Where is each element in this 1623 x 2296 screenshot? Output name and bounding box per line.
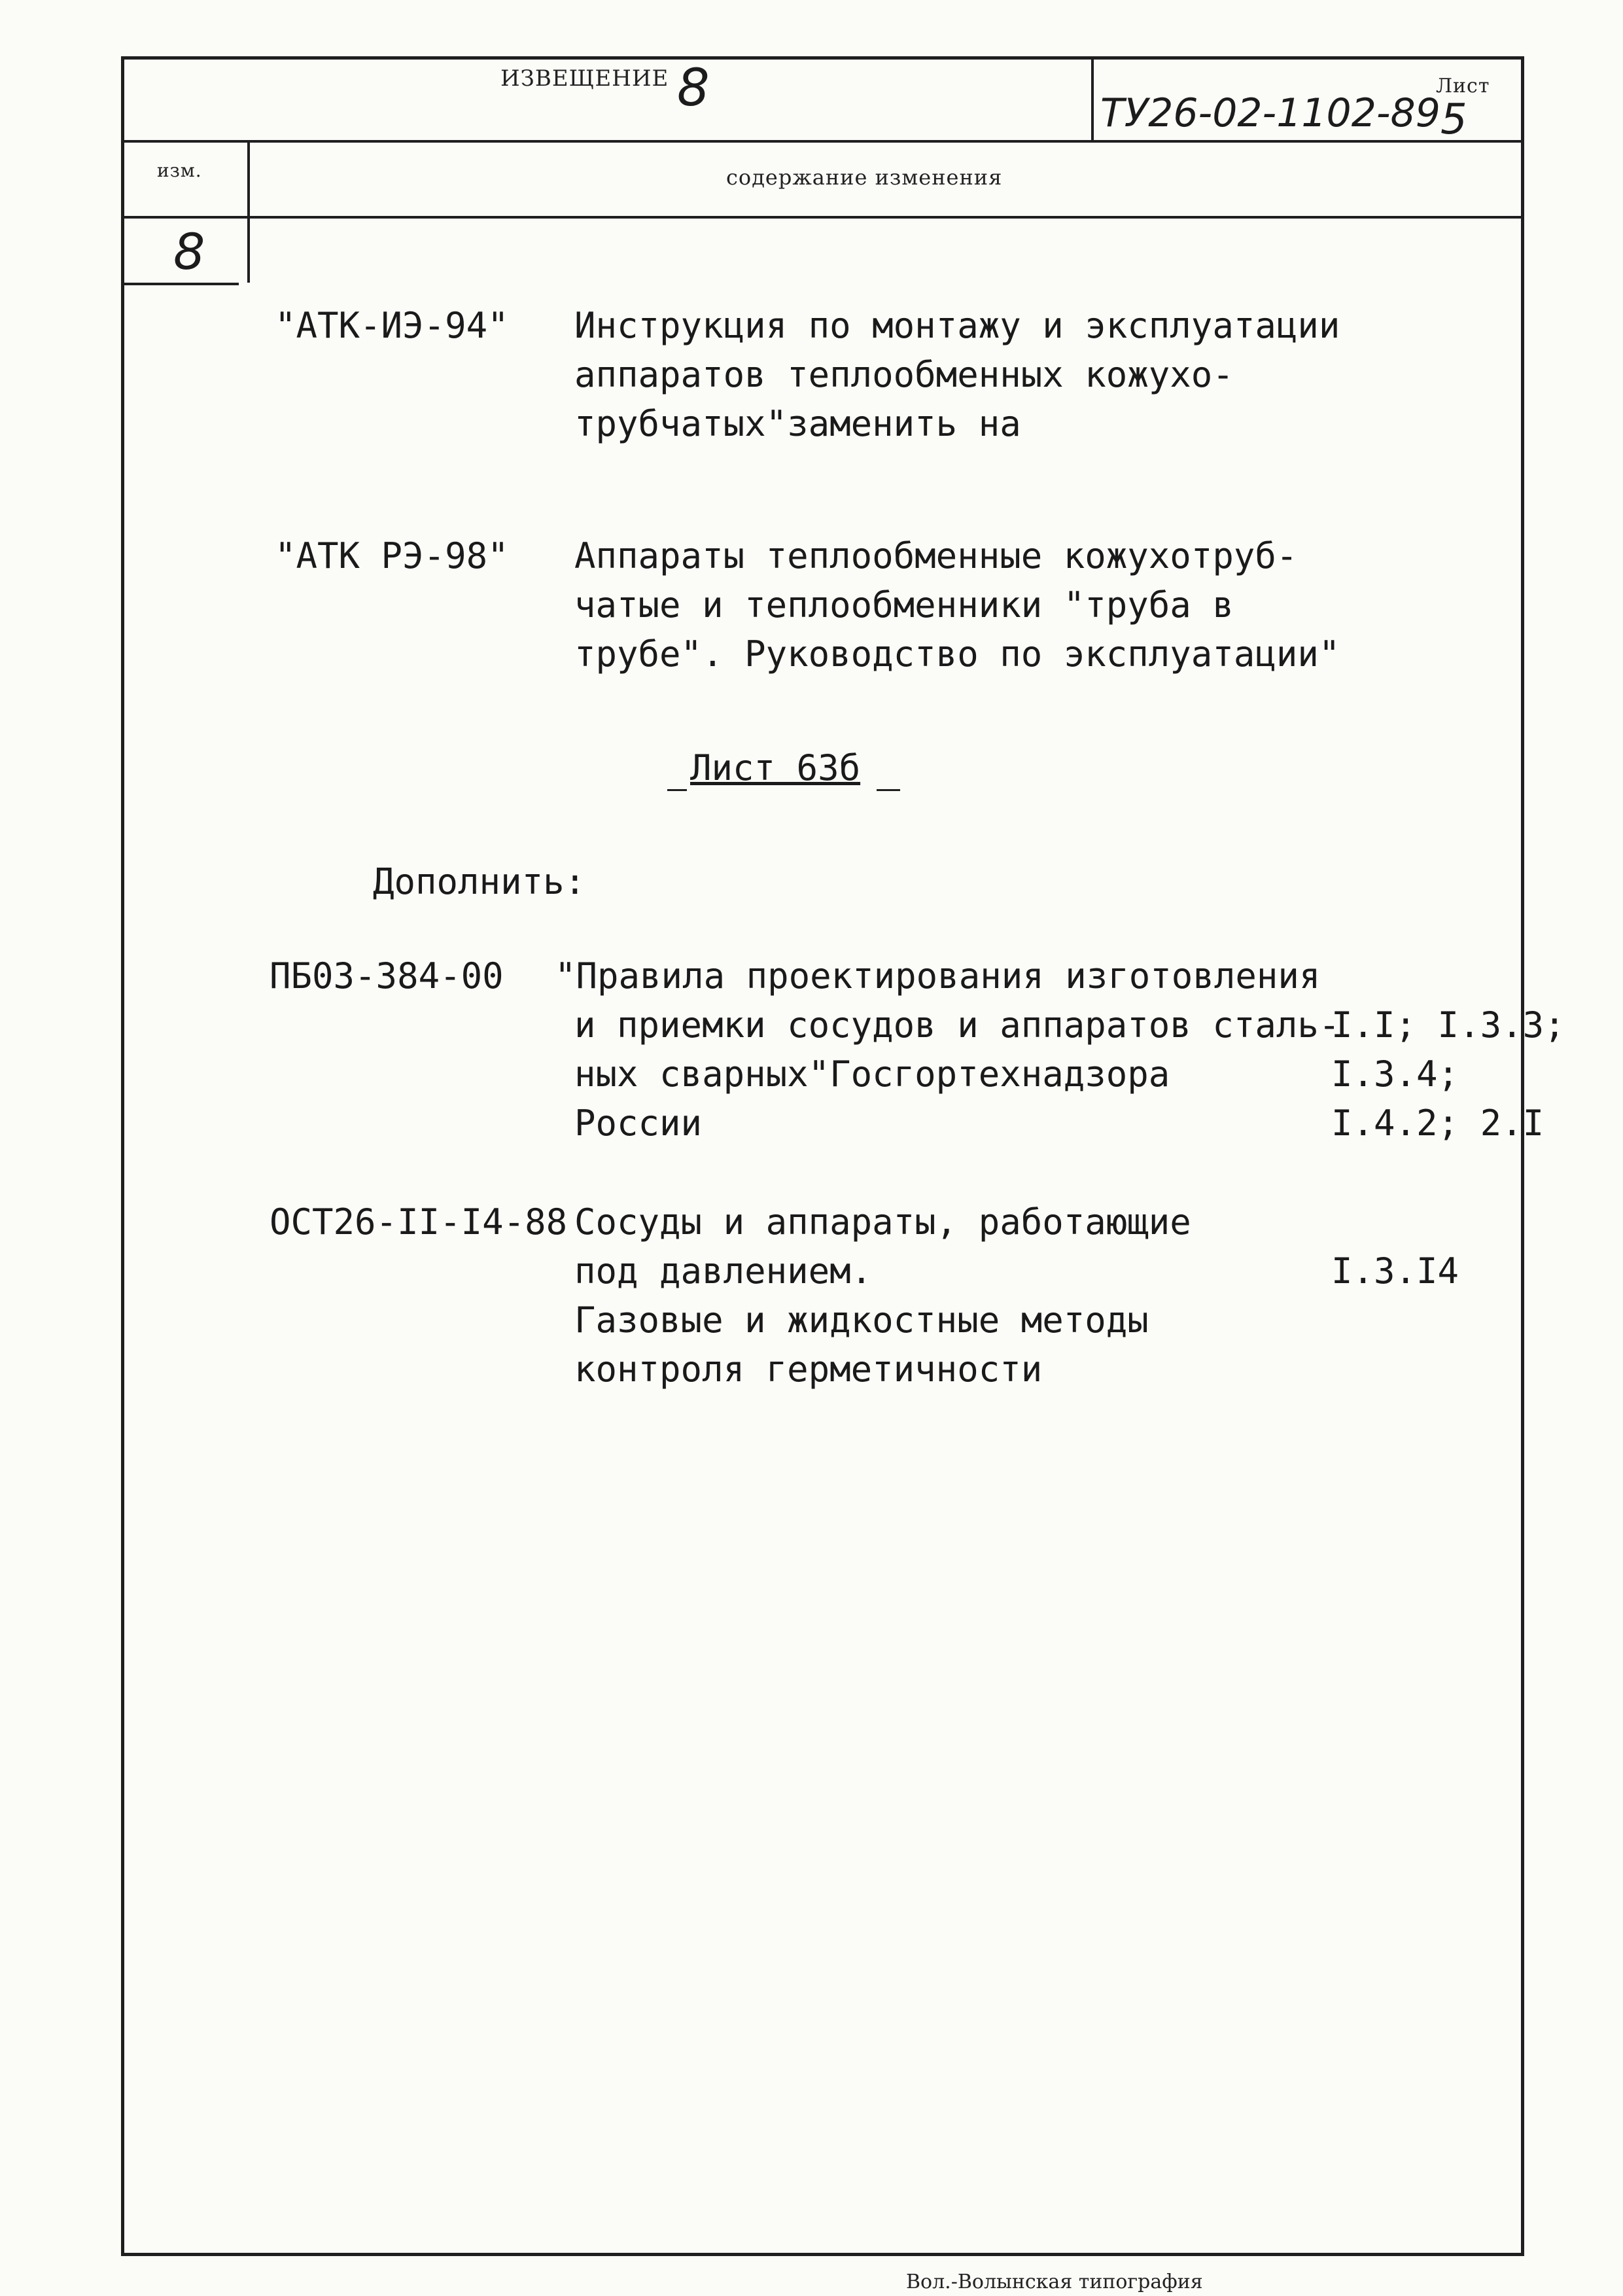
- change-box-bottom: [121, 283, 239, 285]
- sheet-label: Лист: [1436, 75, 1490, 97]
- document-code: ТУ26-02-1102-89: [1100, 90, 1440, 136]
- notice-number: 8: [677, 59, 710, 118]
- sheet-ref-dash-right: [877, 789, 900, 791]
- entry-2-line-1: Сосуды и аппараты, работающие: [574, 1201, 1191, 1243]
- entry-2-line-4: контроля герметичности: [574, 1349, 1043, 1390]
- entry-1-line-3: ных сварных"Госгортехнадзора: [574, 1053, 1170, 1095]
- content-label: содержание изменения: [726, 165, 1003, 190]
- entry-1-ref-3: I.4.2; 2.I: [1331, 1103, 1544, 1144]
- entry-1-line-1: "Правила проектирования изготовления: [555, 955, 1321, 997]
- header-top-rule: [121, 56, 1524, 59]
- old-doc-title-line-3: трубчатых"заменить на: [574, 403, 1021, 444]
- printer-footer: Вол.-Волынская типография: [906, 2270, 1203, 2293]
- entry-1-ref-1: I.I; I.3.3;: [1331, 1004, 1565, 1046]
- new-doc-code: "АТК РЭ-98": [275, 535, 509, 576]
- new-doc-title-line-2: чатые и теплообменники "труба в: [574, 584, 1234, 626]
- sheet-ref-dash-left: [667, 789, 687, 791]
- old-doc-code: "АТК-ИЭ-94": [275, 305, 509, 346]
- entry-1-line-2: и приемки сосудов и аппаратов сталь-: [574, 1004, 1340, 1046]
- change-label: изм.: [157, 160, 202, 181]
- doc-code-divider: [1091, 56, 1094, 140]
- new-doc-title-line-3: трубе". Руководство по эксплуатации": [574, 633, 1340, 675]
- add-label: Дополнить:: [373, 861, 586, 902]
- entry-2-ref-1: I.3.I4: [1331, 1250, 1459, 1292]
- entry-2-code: ОСТ26-II-I4-88: [270, 1201, 568, 1243]
- entry-1-line-4: России: [574, 1103, 703, 1144]
- change-column-divider: [247, 140, 250, 283]
- entry-1-code: ПБ03-384-00: [270, 955, 504, 997]
- entry-1-ref-2: I.3.4;: [1331, 1053, 1459, 1095]
- header-rule-2: [121, 216, 1524, 219]
- old-doc-title-line-1: Инструкция по монтажу и эксплуатации: [574, 305, 1340, 346]
- header-rule-1: [121, 140, 1524, 143]
- entry-2-line-3: Газовые и жидкостные методы: [574, 1299, 1149, 1341]
- new-doc-title-line-1: Аппараты теплообменные кожухотруб-: [574, 535, 1298, 576]
- sheet-reference: Лист 63б: [690, 747, 861, 788]
- old-doc-title-line-2: аппаратов теплообменных кожухо-: [574, 354, 1234, 395]
- change-number: 8: [173, 222, 205, 281]
- notice-label: ИЗВЕЩЕНИЕ: [500, 65, 669, 92]
- entry-2-line-2: под давлением.: [574, 1250, 873, 1292]
- sheet-number: 5: [1440, 96, 1467, 144]
